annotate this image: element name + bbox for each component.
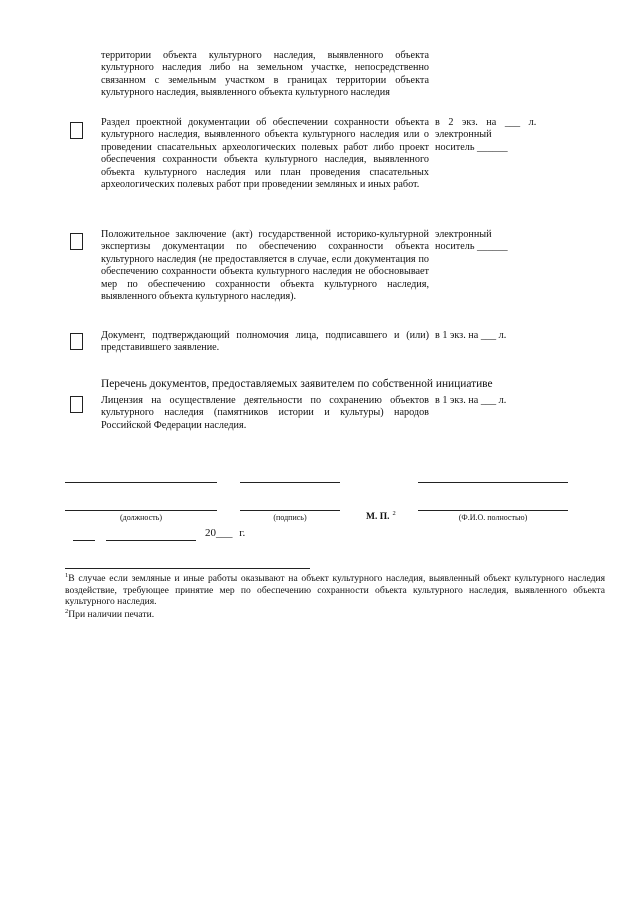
position-line-upper [65,482,217,483]
top-continuation-text: территории объекта культурного наследия, выявленного объекта культурного наследия либо на земельном участке, непосредственно связанном с земельным участком в границах территории объекта культурного наследия, выявленного объекта культурного наследия [101,50,429,99]
signature-caption: (подпись) [273,513,307,522]
date-year-prefix: 20 [205,527,216,539]
footnote-2-mark: 2 [65,607,69,615]
item-1-copies [435,117,555,154]
name-line-upper [418,482,568,483]
item-2-copies [435,229,555,254]
name-line[interactable] [418,510,568,511]
footnote-1-mark: 1 [65,571,69,579]
position-caption: (должность) [120,513,162,522]
item-1-checkbox[interactable] [70,122,83,139]
item-1-text: Раздел проектной документации об обеспечении сохранности объекта культурного наследия, выявленного объекта культурного наследия или о проведении спасательных археологических полевых работ либо проект обеспечения сохранности объекта культурного наследия, выявленного объекта культурного наследия или план проведения спасательных археологических полевых работ при проведении земляных и иных работ. [101,117,429,191]
footnote-2 [65,609,605,621]
date-day-line[interactable] [73,540,95,541]
stamp-label-text: М. П. [366,512,390,522]
item-2-carrier: носитель ______ [435,241,508,253]
section-heading: Перечень документов, предоставляемых заявителем по собственной инициативе [101,378,493,390]
item-1-copies-count: в 2 экз. на ___ л. [435,117,537,128]
footnote-2-text: При наличии печати. [68,609,155,620]
item-2-electronic: электронный [435,229,492,240]
item-2-text: Положительное заключение (акт) государственной историко-культурной экспертизы документации по обеспечению сохранности объекта культурного наследия (не предоставляется в случае, если документация по обеспечению сохранности объекта культурного наследия не обосновывает мер по обеспечению сохранности объекта культурного наследия, выявленного объекта культурного наследия). [101,229,429,303]
item-1-electronic: электронный [435,129,492,141]
item-3-checkbox[interactable] [70,333,83,350]
item-1-carrier: носитель ______ [435,141,508,153]
item-3-text: Документ, подтверждающий полномочия лица, подписавшего и (или) представившего заявление. [101,330,429,354]
stamp-label [366,509,396,522]
date-month-line[interactable] [106,540,196,541]
date-suffix: г. [239,527,246,539]
item-3-copies-count: в 1 экз. на ___ л. [435,330,507,341]
initiative-item-copies-count: в 1 экз. на ___ л. [435,395,507,406]
footnote-separator [65,568,310,569]
date-year [205,527,245,539]
date-year-blank[interactable]: ___ [216,527,233,539]
footnote-1 [65,573,605,608]
stamp-footnote-mark: 2 [392,509,396,517]
signature-line-upper [240,482,340,483]
signature-line[interactable] [240,510,340,511]
initiative-item-text: Лицензия на осуществление деятельности по сохранению объектов культурного наследия (памятников истории и культуры) народов Российской Федерации наследия. [101,395,429,431]
item-2-checkbox[interactable] [70,233,83,250]
position-line[interactable] [65,510,217,511]
footnote-1-text: В случае если земляные и иные работы оказывают на объект культурного наследия, выявленный объект культурного наследия воздействие, требующее принятие мер по обеспечению сохранности объекта культурного наследия, выявленного объекта культурного наследия. [65,573,605,608]
name-caption: (Ф.И.О. полностью) [458,513,528,522]
initiative-item-checkbox[interactable] [70,396,83,413]
